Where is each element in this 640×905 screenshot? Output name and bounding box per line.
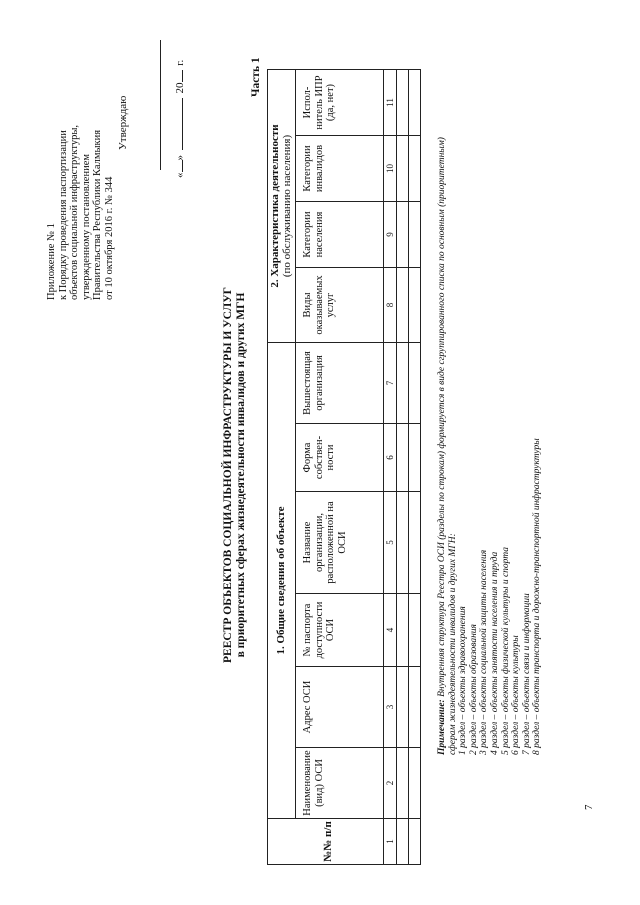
table-cell [409, 424, 421, 492]
column-number: 1 [384, 819, 397, 865]
note-item: 4 раздел – объекты занятости населения и труда [489, 551, 500, 755]
table-cell [397, 202, 409, 268]
annex-line: от 10 октября 2016 г. № 344 [103, 176, 115, 300]
table-cell [397, 667, 409, 748]
table-cell [409, 748, 421, 819]
column-number: 2 [384, 748, 397, 819]
table-row [409, 70, 421, 865]
column-number: 11 [384, 70, 397, 136]
table-cell [409, 268, 421, 343]
year-prefix: 20 [174, 82, 186, 94]
approve-label: Утверждаю [117, 95, 129, 150]
note-item: 8 раздел – объекты транспорта и дорожно-транспортной инфраструктуры [532, 438, 543, 755]
col-header-num: №№ п/п [268, 819, 384, 865]
document-title [222, 205, 248, 745]
section2-subtitle: (по обслуживанию населения) [280, 134, 293, 278]
col-header-name: Наименование (вид) ОСИ [296, 748, 384, 819]
registry-table [267, 69, 421, 865]
note-item: 6 раздел – объекты культуры [511, 635, 522, 755]
section2-header [268, 70, 296, 343]
section-header-row [268, 70, 296, 865]
col-header-disability: Категории инвалидов [296, 136, 384, 202]
date-close-quote: » [174, 155, 186, 161]
table-cell [397, 343, 409, 424]
table-cell [397, 70, 409, 136]
annex-line: Приложение № 1 [46, 223, 57, 300]
column-number: 10 [384, 136, 397, 202]
column-number: 3 [384, 667, 397, 748]
part-label: Часть 1 [250, 57, 262, 97]
title-line1: РЕЕСТР ОБЪЕКТОВ СОЦИАЛЬНОЙ ИНФРАСТРУКТУРЫ И УСЛУГ [222, 287, 234, 663]
year-blank [172, 71, 183, 83]
col-header-ipr: Испол-нитель ИПР (да, нет) [296, 70, 384, 136]
table-row [397, 70, 409, 865]
table-cell [409, 70, 421, 136]
date-open-quote: « [174, 172, 186, 178]
column-number: 8 [384, 268, 397, 343]
note-block [437, 15, 543, 755]
annex-line: к Порядку проведения паспортизации [57, 130, 69, 300]
section1-header: 1. Общие сведения об объекте [268, 343, 296, 819]
col-header-services: Виды оказываемых услуг [296, 268, 384, 343]
column-number: 7 [384, 343, 397, 424]
day-blank [172, 161, 183, 173]
note-item: 2 раздел – объекты образования [468, 624, 479, 755]
column-header-row [296, 70, 384, 865]
note-lead [437, 15, 448, 755]
note-label: Примечание: [437, 699, 447, 755]
annex-line: Правительства Республики Калмыкия [92, 129, 103, 300]
note-item: 5 раздел – объекты физической культуры и спорта [500, 546, 511, 755]
table-cell [409, 492, 421, 594]
table-cell [409, 667, 421, 748]
table-cell [409, 343, 421, 424]
table-cell [409, 202, 421, 268]
signature-line [160, 40, 161, 170]
column-number: 6 [384, 424, 397, 492]
annex-line: объектов социальной инфраструктуры, [69, 125, 80, 300]
table-cell [397, 748, 409, 819]
col-header-passport: № паспорта доступности ОСИ [296, 594, 384, 667]
table-cell [397, 819, 409, 865]
col-header-address: Адрес ОСИ [296, 667, 384, 748]
col-header-population: Категории населения [296, 202, 384, 268]
col-header-parent-org: Вышестоящая организация [296, 343, 384, 424]
table-cell [397, 424, 409, 492]
table-cell [397, 268, 409, 343]
month-blank [172, 98, 183, 150]
column-number: 5 [384, 492, 397, 594]
table-cell [409, 594, 421, 667]
annex-line: утвержденному постановлением [80, 153, 92, 300]
table-cell [397, 492, 409, 594]
note-item: 1 раздел – объекты здравоохранения [458, 606, 469, 755]
note-lead-text: Внутренняя структура Реестра ОСИ (разделы по строкам) формируется в виде сгруппированного списка по основным (приоритетным) [437, 137, 447, 697]
col-header-ownership: Форма собствен-ности [296, 424, 384, 492]
column-number: 9 [384, 202, 397, 268]
table-cell [409, 819, 421, 865]
annex-block [46, 30, 115, 300]
section2-title: 2. Характеристика деятельности [269, 124, 281, 288]
column-number: 4 [384, 594, 397, 667]
note-item: 7 раздел – объекты связи и информации [521, 593, 532, 755]
note-lead2: сферам жизнедеятельности инвалидов и других МГН: [447, 533, 458, 755]
approve-date [172, 60, 186, 178]
col-header-organization: Название организации, расположенной на ОСИ [296, 492, 384, 594]
page-number: 7 [583, 804, 595, 810]
table-cell [397, 136, 409, 202]
title-line2: в приоритетных сферах жизнедеятельности инвалидов и других МГН [235, 292, 247, 658]
column-number-row [384, 70, 397, 865]
table-cell [409, 136, 421, 202]
year-suffix: г. [174, 59, 186, 66]
note-item: 3 раздел – объекты социальной защиты населения [479, 549, 490, 755]
table-cell [397, 594, 409, 667]
